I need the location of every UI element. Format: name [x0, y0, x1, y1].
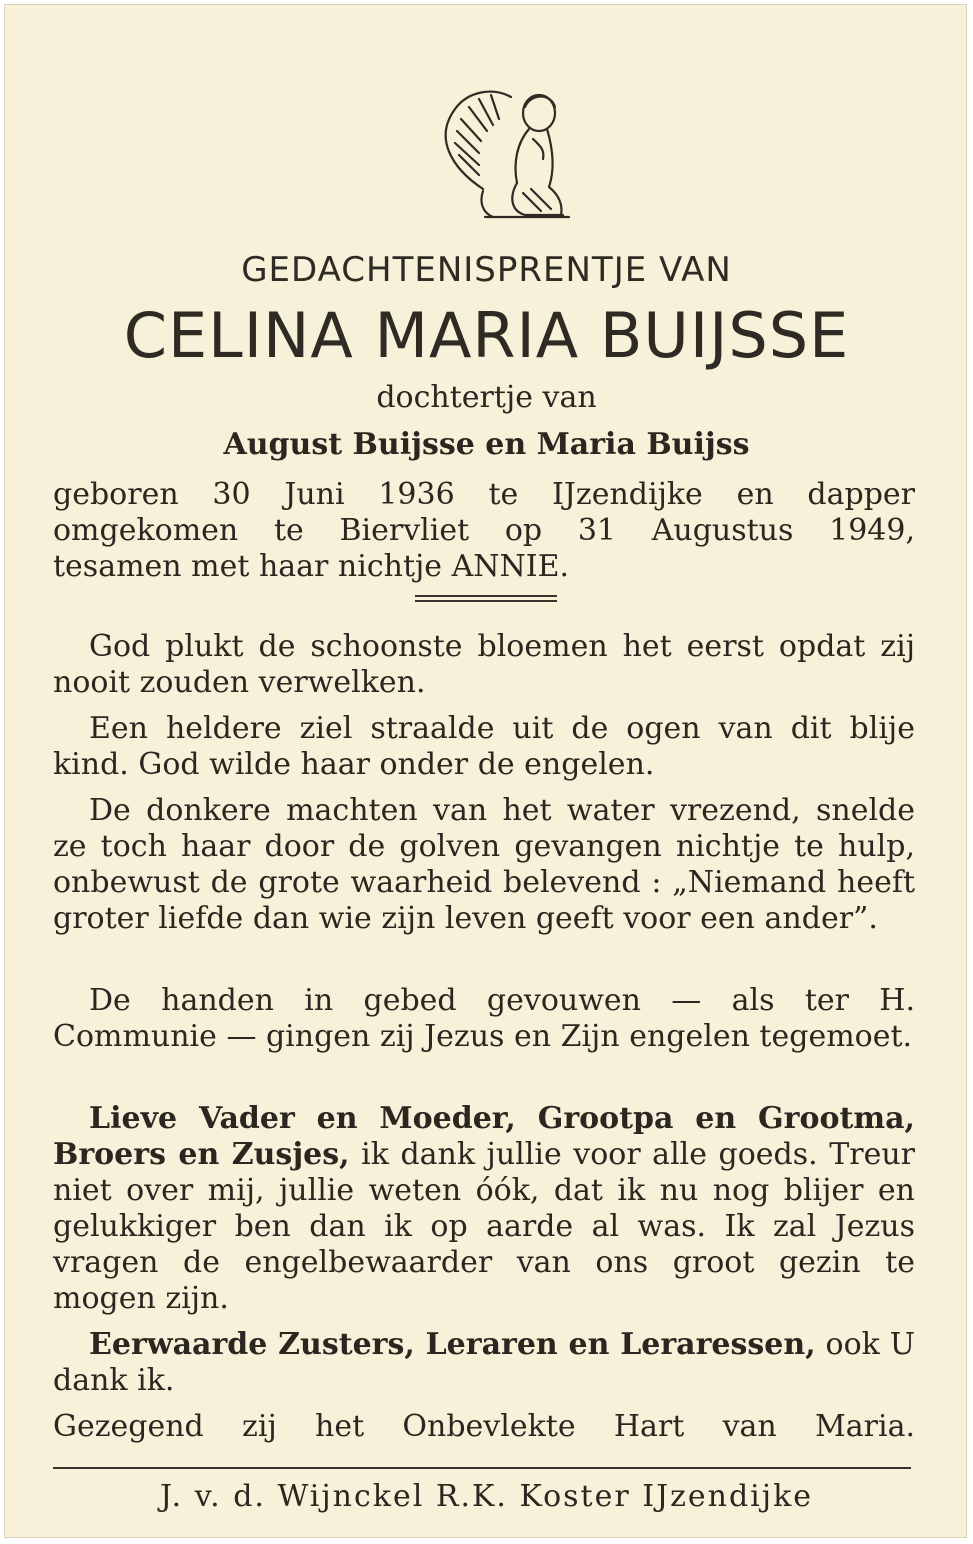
- memorial-card: [4, 4, 967, 1538]
- teachers-paragraph: [53, 1327, 915, 1399]
- deceased-name: CELINA MARIA BUIJSSE: [123, 299, 850, 372]
- teachers-text: ook U dank ik.: [53, 1327, 915, 1398]
- paragraph-2: Een heldere ziel straalde uit de ogen van dit blije kind. God wilde haar onder de engelen.: [53, 711, 915, 782]
- paragraph-3: De donkere machten van het water vrezend, snelde ze toch haar door de golven gevangen nichtje te hulp, onbewust de grote waarheid belevend : „Niemand heeft groter liefde dan wie zijn leven geeft voor een ander”.: [53, 793, 915, 936]
- teachers-bold-text: Eerwaarde Zusters, Leraren en Leraressen,: [89, 1327, 816, 1362]
- parents-names: August Buijsse en Maria Buijss: [223, 427, 750, 462]
- paragraph-1: God plukt de schoonste bloemen het eerst opdat zij nooit zouden verwelken.: [53, 629, 915, 700]
- birth-line-1: geboren 30 Juni 1936 te IJzendijke en dapper: [53, 477, 915, 512]
- blessing-line: Gezegend zij het Onbevlekte Hart van Maria.: [53, 1409, 915, 1444]
- footer-divider: [53, 1467, 911, 1469]
- printer-credit: J. v. d. Wijnckel R.K. Koster IJzendijke: [159, 1479, 814, 1514]
- praying-angel-icon: [413, 79, 573, 229]
- birth-line-3: tesamen met haar nichtje ANNIE.: [53, 549, 570, 584]
- divider-double-line: [415, 595, 557, 602]
- subtitle: dochtertje van: [376, 380, 597, 415]
- farewell-paragraph: [53, 1101, 915, 1317]
- farewell-text: ik dank jullie voor alle goeds. Treur niet over mij, jullie weten óók, dat ik nu nog blijer en gelukkiger ben dan ik op aarde al was. Ik zal Jezus vragen de engelbewaarder van ons groot gezin te mogen zijn.: [53, 1137, 915, 1316]
- birth-line-2: omgekomen te Biervliet op 31 Augustus 1949,: [53, 513, 915, 548]
- farewell-bold-text: Lieve Vader en Moeder, Grootpa en Grootma, Broers en Zusjes,: [53, 1101, 915, 1172]
- card-heading: GEDACHTENISPRENTJE VAN: [241, 250, 732, 290]
- paragraph-4: De handen in gebed gevouwen — als ter H. Communie — gingen zij Jezus en Zijn engelen tegemoet.: [53, 983, 915, 1054]
